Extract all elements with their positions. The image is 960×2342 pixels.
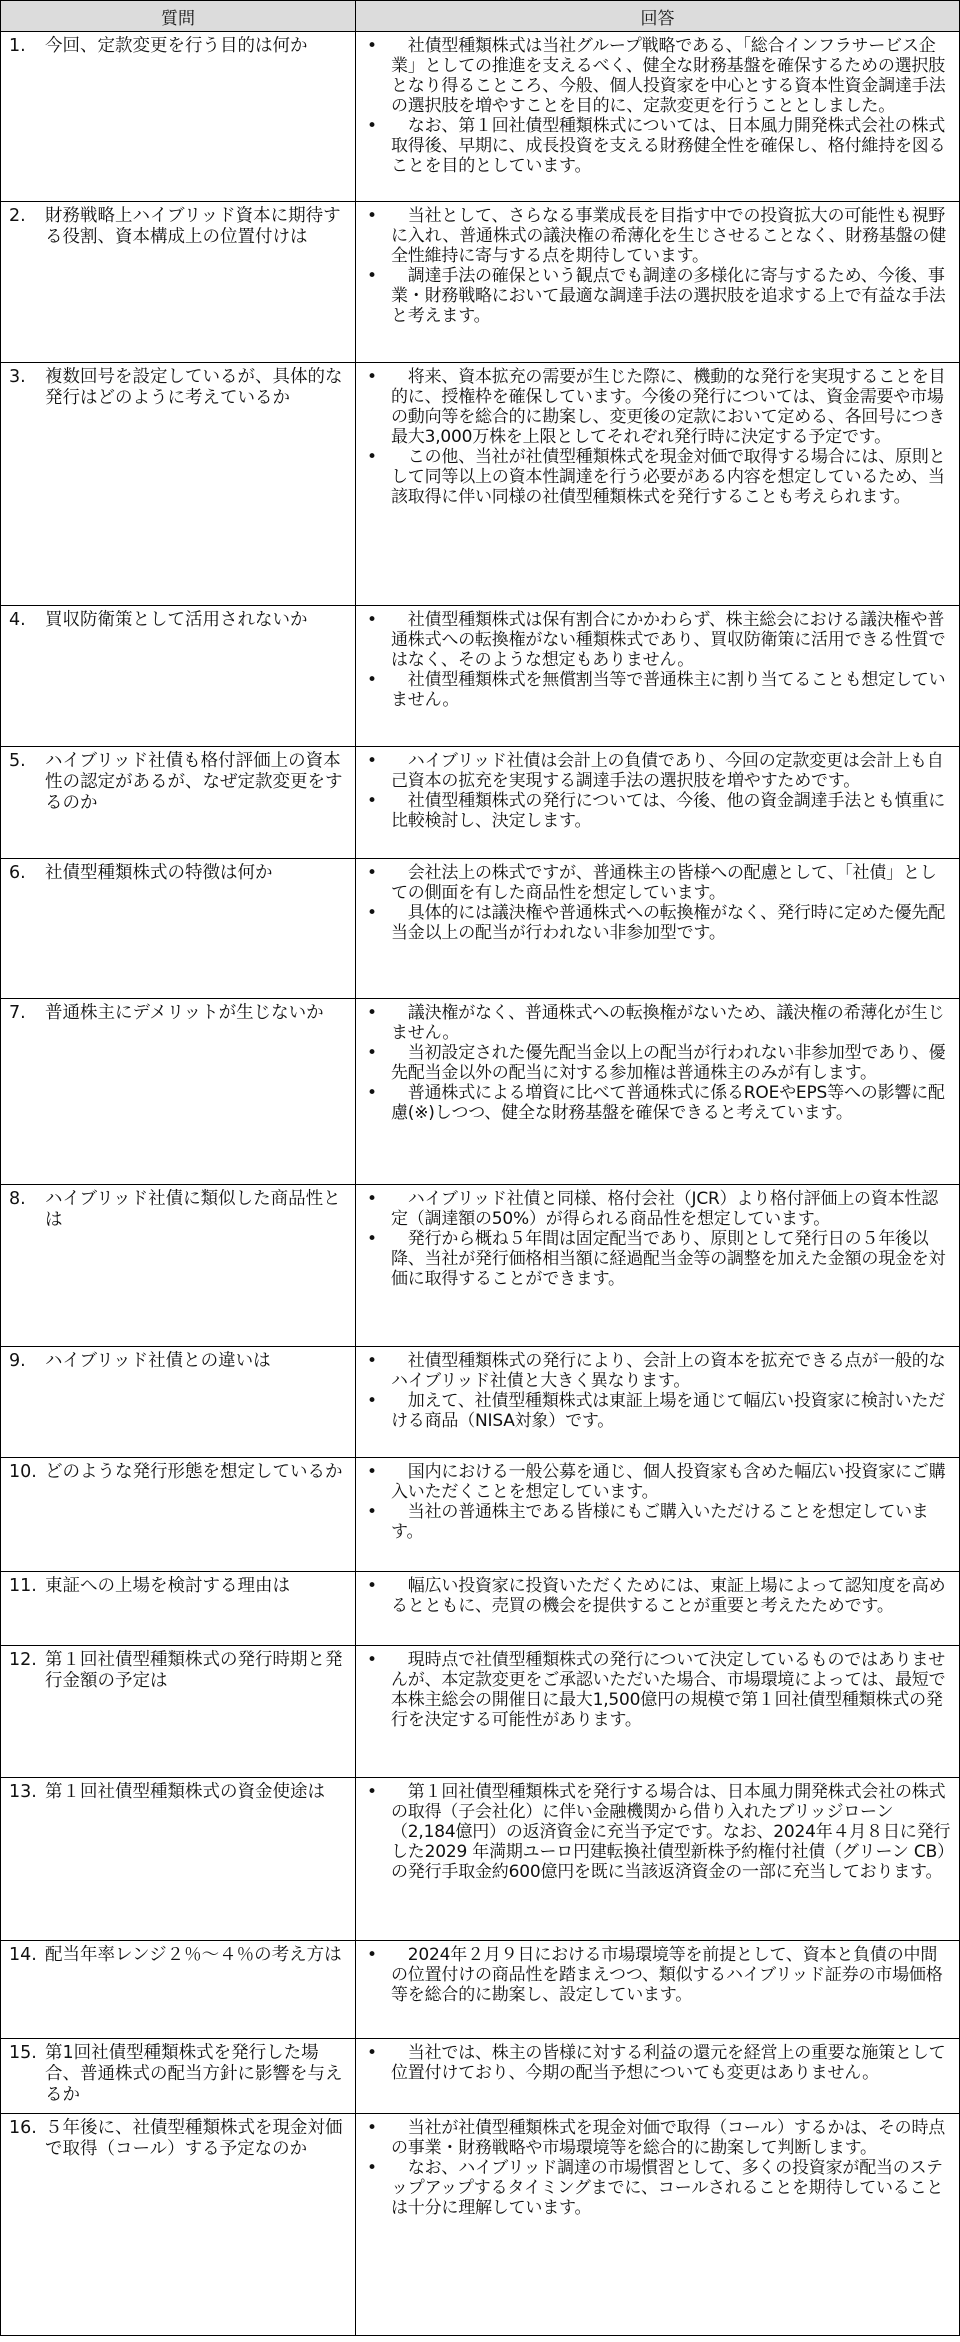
answer-bullet: • 当社の普通株主である皆様にもご購入いただけることを想定しています。	[362, 1502, 953, 1542]
answer-bullet: • 社債型種類株式の発行により、会計上の資本を拡充できる点が一般的なハイブリッド社債と大きく異なります。	[362, 1351, 953, 1391]
answer-bullet: • ハイブリッド社債と同様、格付会社（JCR）より格付評価上の資本性認定（調達額の50%）が得られる商品性を想定しています。	[362, 1189, 953, 1229]
answer-bullet: • なお、ハイブリッド調達の市場慣習として、多くの投資家が配当のステップアップするタイミングまでに、コールされることを期待していることは十分に理解しています。	[362, 2158, 953, 2218]
answer-bullet: • 2024年２月９日における市場環境等を前提として、資本と負債の中間の位置付けの商品性を踏まえつつ、類似するハイブリッド証券の市場価格等を総合的に勘案し、設定しています。	[362, 1945, 953, 2005]
table-row	[1, 1458, 960, 1572]
question-cell	[1, 1941, 356, 2039]
question-number: 16.	[9, 2118, 37, 2138]
question-cell	[1, 859, 356, 999]
answer-header: 回答	[356, 1, 960, 32]
answer-cell	[356, 747, 960, 859]
question-cell	[1, 1646, 356, 1778]
question-cell	[1, 606, 356, 747]
question-number: 7.	[9, 1003, 26, 1023]
table-row	[1, 1572, 960, 1646]
question-cell	[1, 1185, 356, 1347]
answer-cell	[356, 1185, 960, 1347]
question-text: ５年後に、社債型種類株式を現金対価で取得（コール）する予定なのか	[45, 2118, 343, 2159]
question-text: 第1回社債型種類株式を発行した場合、普通株式の配当方針に影響を与えるか	[45, 2043, 343, 2105]
question-number: 8.	[9, 1189, 26, 1209]
table-row	[1, 1941, 960, 2039]
answer-bullet: • 議決権がなく、普通株式への転換権がないため、議決権の希薄化が生じません。	[362, 1003, 953, 1043]
question-text: 社債型種類株式の特徴は何か	[45, 863, 273, 883]
answer-cell	[356, 32, 960, 202]
answer-bullet: • 当社では、株主の皆様に対する利益の還元を経営上の重要な施策として位置付けており、今期の配当予想についても変更はありません。	[362, 2043, 953, 2083]
answer-bullet: • 調達手法の確保という観点でも調達の多様化に寄与するため、今後、事業・財務戦略において最適な調達手法の選択肢を追求する上で有益な手法と考えます。	[362, 266, 953, 326]
question-cell	[1, 2039, 356, 2114]
table-row	[1, 1347, 960, 1458]
question-cell	[1, 747, 356, 859]
question-number: 13.	[9, 1782, 37, 1802]
question-cell	[1, 363, 356, 606]
question-text: 第１回社債型種類株式の資金使途は	[45, 1782, 325, 1802]
table-row	[1, 363, 960, 606]
table-row	[1, 1646, 960, 1778]
answer-bullet: • 社債型種類株式は保有割合にかかわらず、株主総会における議決権や普通株式への転換権がない種類株式であり、買収防衛策に活用できる性質ではなく、そのような想定もありません。	[362, 610, 953, 670]
question-cell	[1, 202, 356, 363]
question-text: ハイブリッド社債も格付評価上の資本性の認定があるが、なぜ定款変更をするのか	[45, 751, 343, 813]
answer-bullet: • 第１回社債型種類株式を発行する場合は、日本風力開発株式会社の株式の取得（子会社化）に伴い金融機関から借り入れたブリッジローン（2,184億円）の返済資金に充当予定です。なお、2024年４月８日に発行した2029 年満期ユーロ円建転換社債型新株予約権付社債（グリーン CB）の発行手取金約600億円を既に当該返済資金の一部に充当しております。	[362, 1782, 953, 1882]
answer-bullet: • 社債型種類株式は当社グループ戦略である、「総合インフラサービス企業」としての推進を支えるべく、健全な財務基盤を確保するための選択肢となり得ることころ、今般、個人投資家を中心とする資本性資金調達手法の選択肢を増やすことを目的に、定款変更を行うこととしました。	[362, 36, 953, 116]
answer-cell	[356, 2114, 960, 2336]
question-number: 15.	[9, 2043, 37, 2063]
answer-bullet: • 当社が社債型種類株式を現金対価で取得（コール）するかは、その時点の事業・財務戦略や市場環境等を総合的に勘案して判断します。	[362, 2118, 953, 2158]
question-number: 1.	[9, 36, 26, 56]
question-number: 5.	[9, 751, 26, 771]
answer-cell	[356, 2039, 960, 2114]
question-text: 買収防衛策として活用されないか	[45, 610, 308, 630]
question-number: 4.	[9, 610, 26, 630]
answer-bullet: • 国内における一般公募を通じ、個人投資家も含めた幅広い投資家にご購入いただくことを想定しています。	[362, 1462, 953, 1502]
question-text: 第１回社債型種類株式の発行時期と発行金額の予定は	[45, 1650, 343, 1691]
table-row	[1, 747, 960, 859]
table-row	[1, 202, 960, 363]
question-text: 東証への上場を検討する理由は	[45, 1576, 290, 1596]
answer-bullet: • 将来、資本拡充の需要が生じた際に、機動的な発行を実現することを目的に、授権枠を確保しています。今後の発行については、資金需要や市場の動向等を総合的に勘案し、変更後の定款において定める、各回号につき最大3,000万株を上限としてそれぞれ発行時に決定する予定です。	[362, 367, 953, 447]
answer-cell	[356, 1572, 960, 1646]
table-row	[1, 1185, 960, 1347]
question-text: ハイブリッド社債に類似した商品性とは	[45, 1189, 341, 1230]
answer-bullet: • 加えて、社債型種類株式は東証上場を通じて幅広い投資家に検討いただける商品（NISA対象）です。	[362, 1391, 953, 1431]
answer-cell	[356, 859, 960, 999]
question-cell	[1, 2114, 356, 2336]
question-number: 3.	[9, 367, 26, 387]
answer-bullet: • 社債型種類株式の発行については、今後、他の資金調達手法とも慎重に比較検討し、決定します。	[362, 791, 953, 831]
answer-cell	[356, 1347, 960, 1458]
question-cell	[1, 1778, 356, 1941]
answer-cell	[356, 363, 960, 606]
answer-bullet: • 会社法上の株式ですが、普通株主の皆様への配慮として、「社債」としての側面を有した商品性を想定しています。	[362, 863, 953, 903]
answer-bullet: • 具体的には議決権や普通株式への転換権がなく、発行時に定めた優先配当金以上の配当が行われない非参加型です。	[362, 903, 953, 943]
question-text: 財務戦略上ハイブリッド資本に期待する役割、資本構成上の位置付けは	[45, 206, 341, 247]
table-row	[1, 32, 960, 202]
table-row	[1, 2114, 960, 2336]
question-cell	[1, 1458, 356, 1572]
answer-bullet: • ハイブリッド社債は会計上の負債であり、今回の定款変更は会計上も自己資本の拡充を実現する調達手法の選択肢を増やすためです。	[362, 751, 953, 791]
question-cell	[1, 1572, 356, 1646]
question-number: 11.	[9, 1576, 37, 1596]
answer-cell	[356, 999, 960, 1185]
answer-bullet: • 現時点で社債型種類株式の発行について決定しているものではありませんが、本定款変更をご承認いただいた場合、市場環境によっては、最短で本株主総会の開催日に最大1,500億円の規模で第１回社債型種類株式の発行を決定する可能性があります。	[362, 1650, 953, 1730]
question-number: 9.	[9, 1351, 26, 1371]
question-text: どのような発行形態を想定しているか	[45, 1462, 343, 1482]
answer-bullet: • 当初設定された優先配当金以上の配当が行われない非参加型であり、優先配当金以外の配当に対する参加権は普通株主のみが有します。	[362, 1043, 953, 1083]
answer-cell	[356, 1646, 960, 1778]
answer-cell	[356, 1458, 960, 1572]
question-cell	[1, 1347, 356, 1458]
header-row	[1, 1, 960, 32]
question-text: 今回、定款変更を行う目的は何か	[45, 36, 308, 56]
question-cell	[1, 999, 356, 1185]
question-number: 6.	[9, 863, 26, 883]
answer-cell	[356, 1941, 960, 2039]
answer-bullet: • 普通株式による増資に比べて普通株式に係るROEやEPS等への影響に配慮(※)しつつ、健全な財務基盤を確保できると考えています。	[362, 1083, 953, 1123]
question-text: 普通株主にデメリットが生じないか	[45, 1003, 324, 1023]
question-number: 14.	[9, 1945, 37, 1965]
table-row	[1, 1778, 960, 1941]
question-number: 2.	[9, 206, 26, 226]
table-row	[1, 606, 960, 747]
table-row	[1, 999, 960, 1185]
answer-cell	[356, 1778, 960, 1941]
answer-cell	[356, 606, 960, 747]
question-header: 質問	[1, 1, 356, 32]
question-text: ハイブリッド社債との違いは	[45, 1351, 271, 1371]
answer-bullet: • 幅広い投資家に投資いただくためには、東証上場によって認知度を高めるとともに、売買の機会を提供することが重要と考えたためです。	[362, 1576, 953, 1616]
question-number: 12.	[9, 1650, 37, 1670]
table-row	[1, 2039, 960, 2114]
question-text: 複数回号を設定しているが、具体的な発行はどのように考えているか	[45, 367, 343, 408]
question-text: 配当年率レンジ２％～４％の考え方は	[45, 1945, 342, 1965]
answer-bullet: • この他、当社が社債型種類株式を現金対価で取得する場合には、原則として同等以上の資本性調達を行う必要がある内容を想定しているため、当該取得に伴い同様の社債型種類株式を発行することも考えられます。	[362, 447, 953, 507]
answer-bullet: • 発行から概ね５年間は固定配当であり、原則として発行日の５年後以降、当社が発行価格相当額に経過配当金等の調整を加えた金額の現金を対価に取得することができます。	[362, 1229, 953, 1289]
table-row	[1, 859, 960, 999]
question-number: 10.	[9, 1462, 37, 1482]
question-cell	[1, 32, 356, 202]
answer-bullet: • 当社として、さらなる事業成長を目指す中での投資拡大の可能性も視野に入れ、普通株式の議決権の希薄化を生じさせることなく、財務基盤の健全性維持に寄与する点を期待しています。	[362, 206, 953, 266]
answer-bullet: • 社債型種類株式を無償割当等で普通株主に割り当てることも想定していません。	[362, 670, 953, 710]
answer-bullet: • なお、第１回社債型種類株式については、日本風力開発株式会社の株式取得後、早期に、成長投資を支える財務健全性を確保し、格付維持を図ることを目的としています。	[362, 116, 953, 176]
answer-cell	[356, 202, 960, 363]
